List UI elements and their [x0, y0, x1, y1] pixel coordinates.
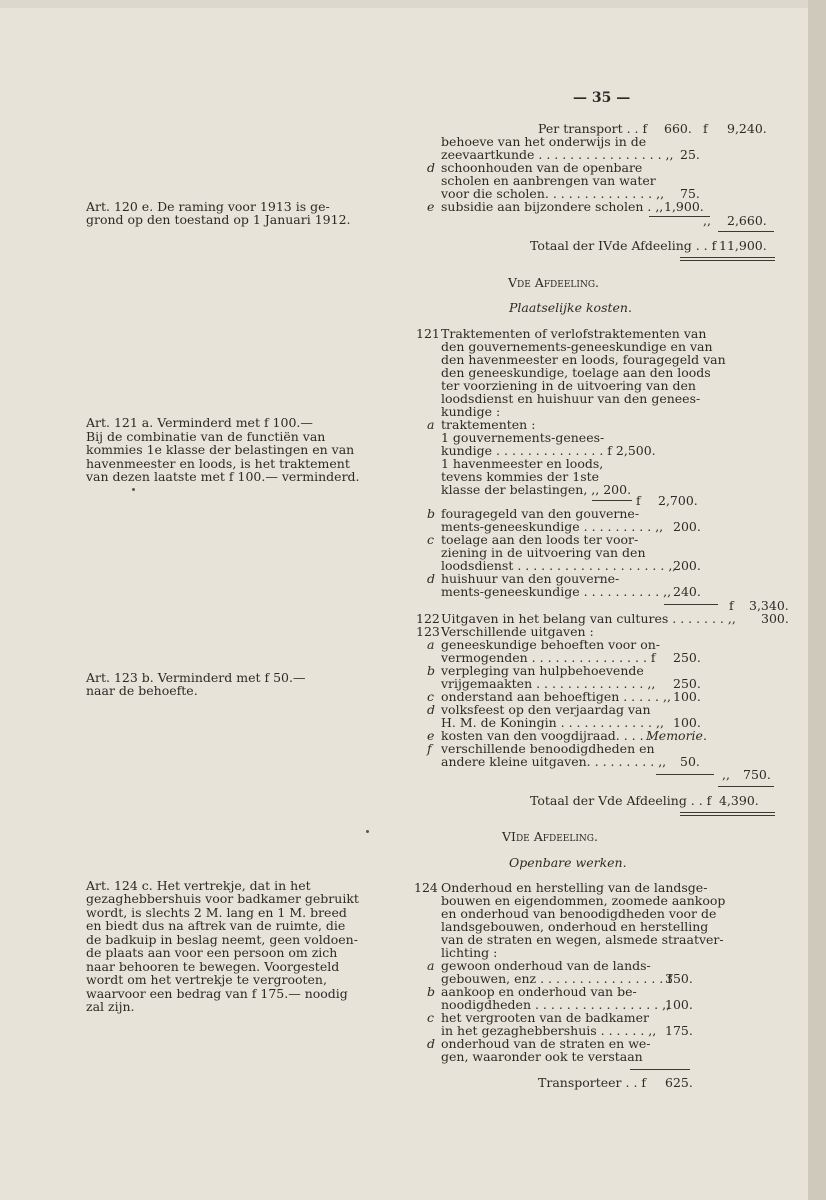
- sum-rule: [656, 774, 714, 775]
- item-text: gebouwen, enz . . . . . . . . . . . . . . . . f: [441, 971, 672, 986]
- item-text: gen, waaronder ook te verstaan: [441, 1049, 643, 1064]
- item-text: ziening in de uitvoering van den: [441, 545, 646, 560]
- amount-memo: Memorie.: [646, 728, 707, 743]
- item-marker: a: [427, 417, 435, 432]
- amount: 200.: [673, 558, 701, 573]
- section-heading: VIde Afdeeling.: [502, 829, 598, 844]
- note-art121-line: van dezen laatste met f 100.— verminderd.: [86, 469, 360, 484]
- section-total-label: Totaal der Vde Afdeeling . . f: [530, 793, 712, 808]
- item-text: en onderhoud van benoodigdheden voor de: [441, 906, 717, 921]
- item-text: den geneeskundige, toelage aan den loods: [441, 365, 711, 380]
- item-marker: e: [427, 728, 435, 743]
- item-text: onderstand aan behoeftigen . . . . . ,,: [441, 689, 671, 704]
- page-number: — 35 —: [573, 90, 631, 106]
- total-amount: 750.: [743, 767, 771, 782]
- item-marker: b: [427, 663, 436, 678]
- item-text: loodsdienst . . . . . . . . . . . . . . . . . . . ,,: [441, 558, 677, 573]
- sum-rule: [718, 786, 774, 787]
- note-art124-line: Art. 124 c. Het vertrekje, dat in het: [86, 878, 311, 893]
- note-art121-line: Art. 121 a. Verminderd met f 100.—: [86, 415, 313, 430]
- amount: 250.: [673, 676, 701, 691]
- item-text: ments-geneeskundige . . . . . . . . . . ,,: [441, 584, 672, 599]
- ditto-mark: ,,: [703, 213, 711, 228]
- total-amount: 3,340.: [749, 598, 789, 613]
- sum-rule: [664, 604, 718, 605]
- amount: 50.: [680, 754, 700, 769]
- note-art120-line: Art. 120 e. De raming voor 1913 is ge-: [86, 199, 330, 214]
- double-rule: [680, 257, 775, 261]
- item-text: fouragegeld van den gouverne-: [441, 506, 640, 521]
- item-marker: c: [427, 532, 435, 547]
- note-art124-line: waarvoor een bedrag van f 175.— noodig: [86, 986, 348, 1001]
- item-marker: b: [427, 506, 436, 521]
- item-text: Traktementen of verlofstraktementen van: [441, 326, 707, 341]
- article-number: 124: [414, 880, 438, 895]
- item-marker: d: [427, 702, 436, 717]
- item-text: vermogenden . . . . . . . . . . . . . . . f: [441, 650, 656, 665]
- total-amount: 2,660.: [727, 213, 767, 228]
- total-amount: 300.: [761, 611, 789, 626]
- item-marker: b: [427, 984, 436, 999]
- note-art121-line: havenmeester en loods, is het traktement: [86, 456, 350, 471]
- note-art123-line: Art. 123 b. Verminderd met f 50.—: [86, 670, 306, 685]
- note-art124-line: gezaghebbershuis voor badkamer gebruikt: [86, 891, 359, 906]
- sum-rule: [718, 231, 774, 232]
- item-text: het vergrooten van de badkamer: [441, 1010, 649, 1025]
- note-art124-line: wordt om het vertrekje te vergrooten,: [86, 972, 327, 987]
- amount: 75.: [680, 186, 700, 201]
- item-text: kundige . . . . . . . . . . . . . . f 2,500.: [441, 443, 656, 458]
- item-text: verschillende benoodigdheden en: [441, 741, 655, 756]
- amount: 200.: [673, 519, 701, 534]
- item-text: tevens kommies der 1ste: [441, 469, 600, 484]
- amount: 350.: [665, 971, 693, 986]
- item-text: behoeve van het onderwijs in de: [441, 134, 647, 149]
- item-text: subsidie aan bijzondere scholen . ,,: [441, 199, 664, 214]
- section-subheading: Openbare werken.: [509, 855, 627, 870]
- amount: 100.: [673, 715, 701, 730]
- amount: 250.: [673, 650, 701, 665]
- section-total-amount: 11,900.: [719, 238, 767, 253]
- page-right-edge: [808, 0, 826, 1200]
- item-text: 1 havenmeester en loods,: [441, 456, 604, 471]
- note-art124-line: zal zijn.: [86, 999, 135, 1014]
- item-text: den havenmeester en loods, fouragegeld van: [441, 352, 726, 367]
- item-marker: f: [427, 741, 432, 756]
- amount: 2,700.: [658, 493, 698, 508]
- sum-rule: [649, 216, 710, 217]
- note-art123-line: naar de behoefte.: [86, 683, 198, 698]
- item-text: loodsdienst en huishuur van den genees-: [441, 391, 701, 406]
- amount: 625.: [665, 1075, 693, 1090]
- section-heading: Vde Afdeeling.: [508, 275, 599, 290]
- sum-rule: [592, 500, 632, 501]
- item-marker: d: [427, 1036, 436, 1051]
- currency: f: [703, 121, 708, 136]
- amount: 175.: [665, 1023, 693, 1038]
- item-text: bouwen en eigendommen, zoomede aankoop: [441, 893, 726, 908]
- note-art124-line: en biedt dus na aftrek van de ruimte, die: [86, 918, 346, 933]
- currency: f: [636, 493, 641, 508]
- item-text: scholen en aanbrengen van water: [441, 173, 656, 188]
- item-text: Onderhoud en herstelling van de landsge-: [441, 880, 708, 895]
- item-text: Uitgaven in het belang van cultures . . . . . . . ,,: [441, 611, 736, 626]
- item-text: ments-geneeskundige . . . . . . . . . ,,: [441, 519, 664, 534]
- note-art121-line: kommies 1e klasse der belastingen en van: [86, 442, 355, 457]
- item-text: in het gezaghebbershuis . . . . . . ,,: [441, 1023, 657, 1038]
- item-text: kosten van den voogdijraad. . . . .: [441, 728, 652, 743]
- note-art124-line: wordt, is slechts 2 M. lang en 1 M. breed: [86, 905, 347, 920]
- item-text: vrijgemaakten . . . . . . . . . . . . . . ,,: [441, 676, 656, 691]
- sum-rule: [630, 1069, 690, 1070]
- transport-label: Per transport . . f: [538, 121, 648, 136]
- section-total-label: Totaal der IVde Afdeeling . . f: [530, 238, 717, 253]
- section-subheading: Plaatselijke kosten.: [509, 300, 632, 315]
- item-text: aankoop en onderhoud van be-: [441, 984, 637, 999]
- item-text: klasse der belastingen, ,, 200.: [441, 482, 632, 497]
- item-text: schoonhouden van de openbare: [441, 160, 643, 175]
- section-total-amount: 4,390.: [719, 793, 759, 808]
- article-number: 122: [416, 611, 440, 626]
- ditto-mark: ,,: [722, 767, 730, 782]
- amount: 660.: [664, 121, 692, 136]
- amount: 240.: [673, 584, 701, 599]
- item-text: Verschillende uitgaven :: [441, 624, 594, 639]
- item-text: volksfeest op den verjaardag van: [441, 702, 651, 717]
- item-marker: c: [427, 1010, 435, 1025]
- item-text: ter voorziening in de uitvoering van den: [441, 378, 696, 393]
- item-text: huishuur van den gouverne-: [441, 571, 620, 586]
- currency: f: [729, 598, 734, 613]
- item-text: zeevaartkunde . . . . . . . . . . . . . . . . ,,: [441, 147, 674, 162]
- item-text: noodigdheden . . . . . . . . . . . . . . . . ,,: [441, 997, 671, 1012]
- amount: 100.: [673, 689, 701, 704]
- item-marker: e: [427, 199, 435, 214]
- item-text: H. M. de Koningin . . . . . . . . . . . . ,,: [441, 715, 664, 730]
- item-text: lichting :: [441, 945, 498, 960]
- amount: 25.: [680, 147, 700, 162]
- item-text: gewoon onderhoud van de lands-: [441, 958, 651, 973]
- item-marker: d: [427, 160, 436, 175]
- item-text: traktementen :: [441, 417, 536, 432]
- item-marker: c: [427, 689, 435, 704]
- article-number: 121: [416, 326, 440, 341]
- amount: 1,900.: [664, 199, 704, 214]
- total-amount: 9,240.: [727, 121, 767, 136]
- item-text: toelage aan den loods ter voor-: [441, 532, 639, 547]
- item-text: den gouvernements-geneeskundige en van: [441, 339, 713, 354]
- note-art124-line: de badkuip in beslag neemt, geen voldoen-: [86, 932, 358, 947]
- page-top-edge: [0, 0, 826, 8]
- ink-speck: [366, 830, 369, 833]
- item-marker: d: [427, 571, 436, 586]
- item-text: van de straten en wegen, alsmede straatver-: [441, 932, 724, 947]
- double-rule: [680, 812, 775, 816]
- note-art121-line: Bij de combinatie van de functiën van: [86, 429, 326, 444]
- item-text: geneeskundige behoeften voor on-: [441, 637, 661, 652]
- item-text: verpleging van hulpbehoevende: [441, 663, 644, 678]
- note-art124-line: naar behooren te bewegen. Voorgesteld: [86, 959, 340, 974]
- item-text: onderhoud van de straten en we-: [441, 1036, 651, 1051]
- item-text: 1 gouvernements-genees-: [441, 430, 605, 445]
- item-marker: a: [427, 958, 435, 973]
- note-art120-line: grond op den toestand op 1 Januari 1912.: [86, 212, 351, 227]
- item-text: andere kleine uitgaven. . . . . . . . . ,,: [441, 754, 667, 769]
- article-number: 123: [416, 624, 440, 639]
- amount: 100.: [665, 997, 693, 1012]
- transport-label: Transporteer . . f: [538, 1075, 647, 1090]
- item-marker: a: [427, 637, 435, 652]
- note-art124-line: de plaats aan voor een persoon om zich: [86, 945, 338, 960]
- item-text: landsgebouwen, onderhoud en herstelling: [441, 919, 709, 934]
- ink-speck: [132, 488, 135, 491]
- item-text: kundige :: [441, 404, 501, 419]
- item-text: voor die scholen. . . . . . . . . . . . . . ,,: [441, 186, 665, 201]
